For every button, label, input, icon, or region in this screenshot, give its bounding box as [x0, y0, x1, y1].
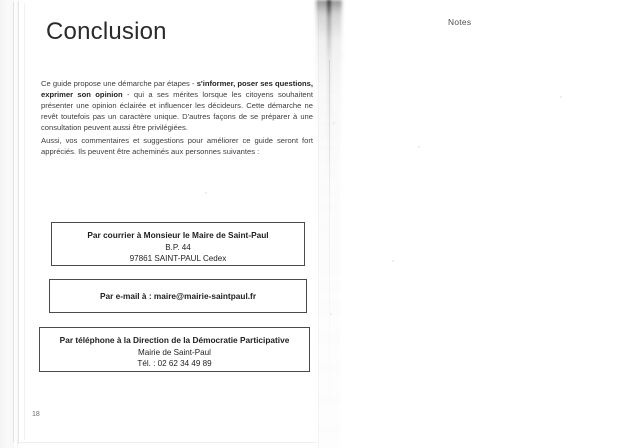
notes-label: Notes — [448, 17, 472, 27]
paragraph-feedback: Aussi, vos commentaires et suggestions pour améliorer ce guide seront fort appréciés. Ils peuvent être acheminés aux personnes suivantes : — [41, 136, 313, 157]
book-spine-hairline — [329, 60, 330, 435]
left-page-bottom-edge — [19, 442, 317, 443]
page-number: 18 — [32, 411, 40, 418]
scan-speckle — [330, 313, 332, 315]
contact-box-email — [49, 279, 307, 313]
scan-speckle — [333, 122, 335, 124]
right-page — [340, 0, 634, 448]
paragraph-intro-part2: - qui a ses mérites lorsque les citoyens souhaitent présenter une opinion éclairée et influencer les décideurs. Cette démarche ne revêt toutefois pas un caractère unique. D'autres façons de se préparer à une consultation peuvent aussi être privilégiées. — [41, 90, 313, 133]
contact-box-postal-heading: Par courrier à Monsieur le Maire de Saint-Paul — [87, 230, 269, 240]
contact-box-telephone-heading: Par téléphone à la Direction de la Démocratie Participative — [59, 335, 290, 345]
paragraph-intro-part1: Ce guide propose une démarche par étapes - — [41, 79, 197, 88]
contact-box-postal-po-box: B.P. 44 — [165, 242, 191, 252]
scanner-bed-strip — [0, 0, 14, 448]
scan-speckle — [418, 146, 420, 148]
scan-speckle — [560, 96, 562, 98]
contact-box-telephone-office: Mairie de Saint-Paul — [138, 347, 211, 357]
page-title: Conclusion — [46, 18, 167, 45]
scan-speckle — [392, 260, 394, 262]
paragraph-intro — [41, 78, 313, 133]
contact-box-email-address: Par e-mail à : maire@mairie-saintpaul.fr — [99, 291, 257, 301]
left-page-outer-edge — [18, 1, 19, 444]
paragraph-intro-bold: s'informer, poser ses questions, exprimer son opinion — [41, 79, 314, 100]
contact-box-telephone — [39, 327, 310, 372]
contact-box-postal-city: 97861 SAINT-PAUL Cedex — [129, 254, 227, 264]
left-page-inner-edge — [24, 3, 25, 440]
body-text-block — [41, 78, 313, 173]
scan-speckle — [205, 192, 207, 194]
contact-box-postal-mail — [51, 222, 305, 266]
scanner-bed-edge-line — [13, 2, 14, 442]
contact-box-telephone-number: Tél. : 02 62 34 49 89 — [137, 359, 212, 369]
